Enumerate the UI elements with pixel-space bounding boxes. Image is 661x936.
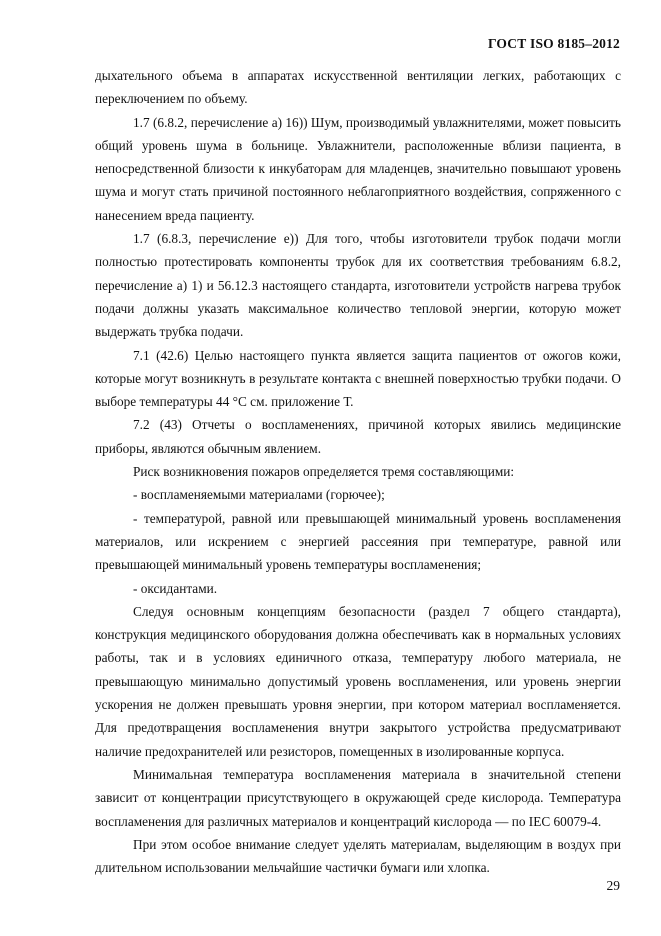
list-item-fuel: - воспламеняемыми материалами (горючее); xyxy=(133,487,385,503)
paragraph-safety-concepts: Следуя основным концепциям безопасности (раздел 7 общего стандарта), конструкция медицинского оборудования должна обеспечивать как в нормальных условиях работы, так и в условиях единичного отказа, температуру любого материала, не превышающую минимально допустимый уровень воспламенения, или уровень энергии ускорения не должен превышать уровня энергии, при котором материал воспламеняется. Для предотвращения воспламенения внутри закрытого устройства предусматривают наличие предохранителей или резисторов, помещенных в изолированные корпуса. xyxy=(95,603,621,759)
list-item-oxidants: - оксидантами. xyxy=(133,580,218,596)
paragraph-1-7-noise: 1.7 (6.8.2, перечисление а) 16)) Шум, производимый увлажнителями, может повысить общий уровень шума в больнице. Увлажнители, расположенные вблизи пациента, в непосредственной близости к инкубаторам для младенцев, значительно повышают уровень шума и могут стать причиной постоянного неблагоприятного воздействия, сопряженного с нанесением вреда пациенту. xyxy=(95,114,621,223)
paragraph-7-1-burns: 7.1 (42.6) Целью настоящего пункта является защита пациентов от ожогов кожи, которые могут возникнуть в результате контакта с внешней поверхностью трубки подачи. О выборе температуры 44 °С см. приложение Т. xyxy=(95,347,621,410)
paragraph-continuation: дыхательного объема в аппаратах искусственной вентиляции легких, работающих с переключением по объему. xyxy=(95,68,621,107)
paragraph-7-2-ignition: 7.2 (43) Отчеты о воспламенениях, причиной которых явились медицинские приборы, являются обычным явлением. xyxy=(95,417,621,456)
paragraph-fire-risk: Риск возникновения пожаров определяется тремя составляющими: xyxy=(133,464,515,480)
paragraph-min-temperature: Минимальная температура воспламенения материала в значительной степени зависит от концентрации присутствующего в окружающей среде кислорода. Температура воспламенения для различных материалов и концентраций кислорода — по IEC 60079-4. xyxy=(95,766,621,829)
standard-header: ГОСТ ISO 8185–2012 xyxy=(487,36,620,51)
paragraph-materials-attention: При этом особое внимание следует уделять материалам, выделяющим в воздух при длительном использовании мельчайшие частички бумаги или хлопка. xyxy=(95,836,621,876)
list-item-temperature: - температурой, равной или превышающей минимальный уровень воспламенения материалов, или искрением с энергией рассеяния при температуре, равной или превышающей минимальный уровень температуры воспламенения; xyxy=(95,510,621,573)
paragraph-1-7-tubes: 1.7 (6.8.3, перечисление е)) Для того, чтобы изготовители трубок подачи могли полностью протестировать компоненты трубок для их соответствия требованиям 6.8.2, перечисление а) 1) и 56.12.3 настоящего стандарта, изготовители устройств нагрева трубок подачи должны указать максимальное количество тепловой энергии, которую может выдержать трубка подачи. xyxy=(95,231,621,340)
page-number: 29 xyxy=(606,878,620,893)
document-body xyxy=(95,64,621,879)
